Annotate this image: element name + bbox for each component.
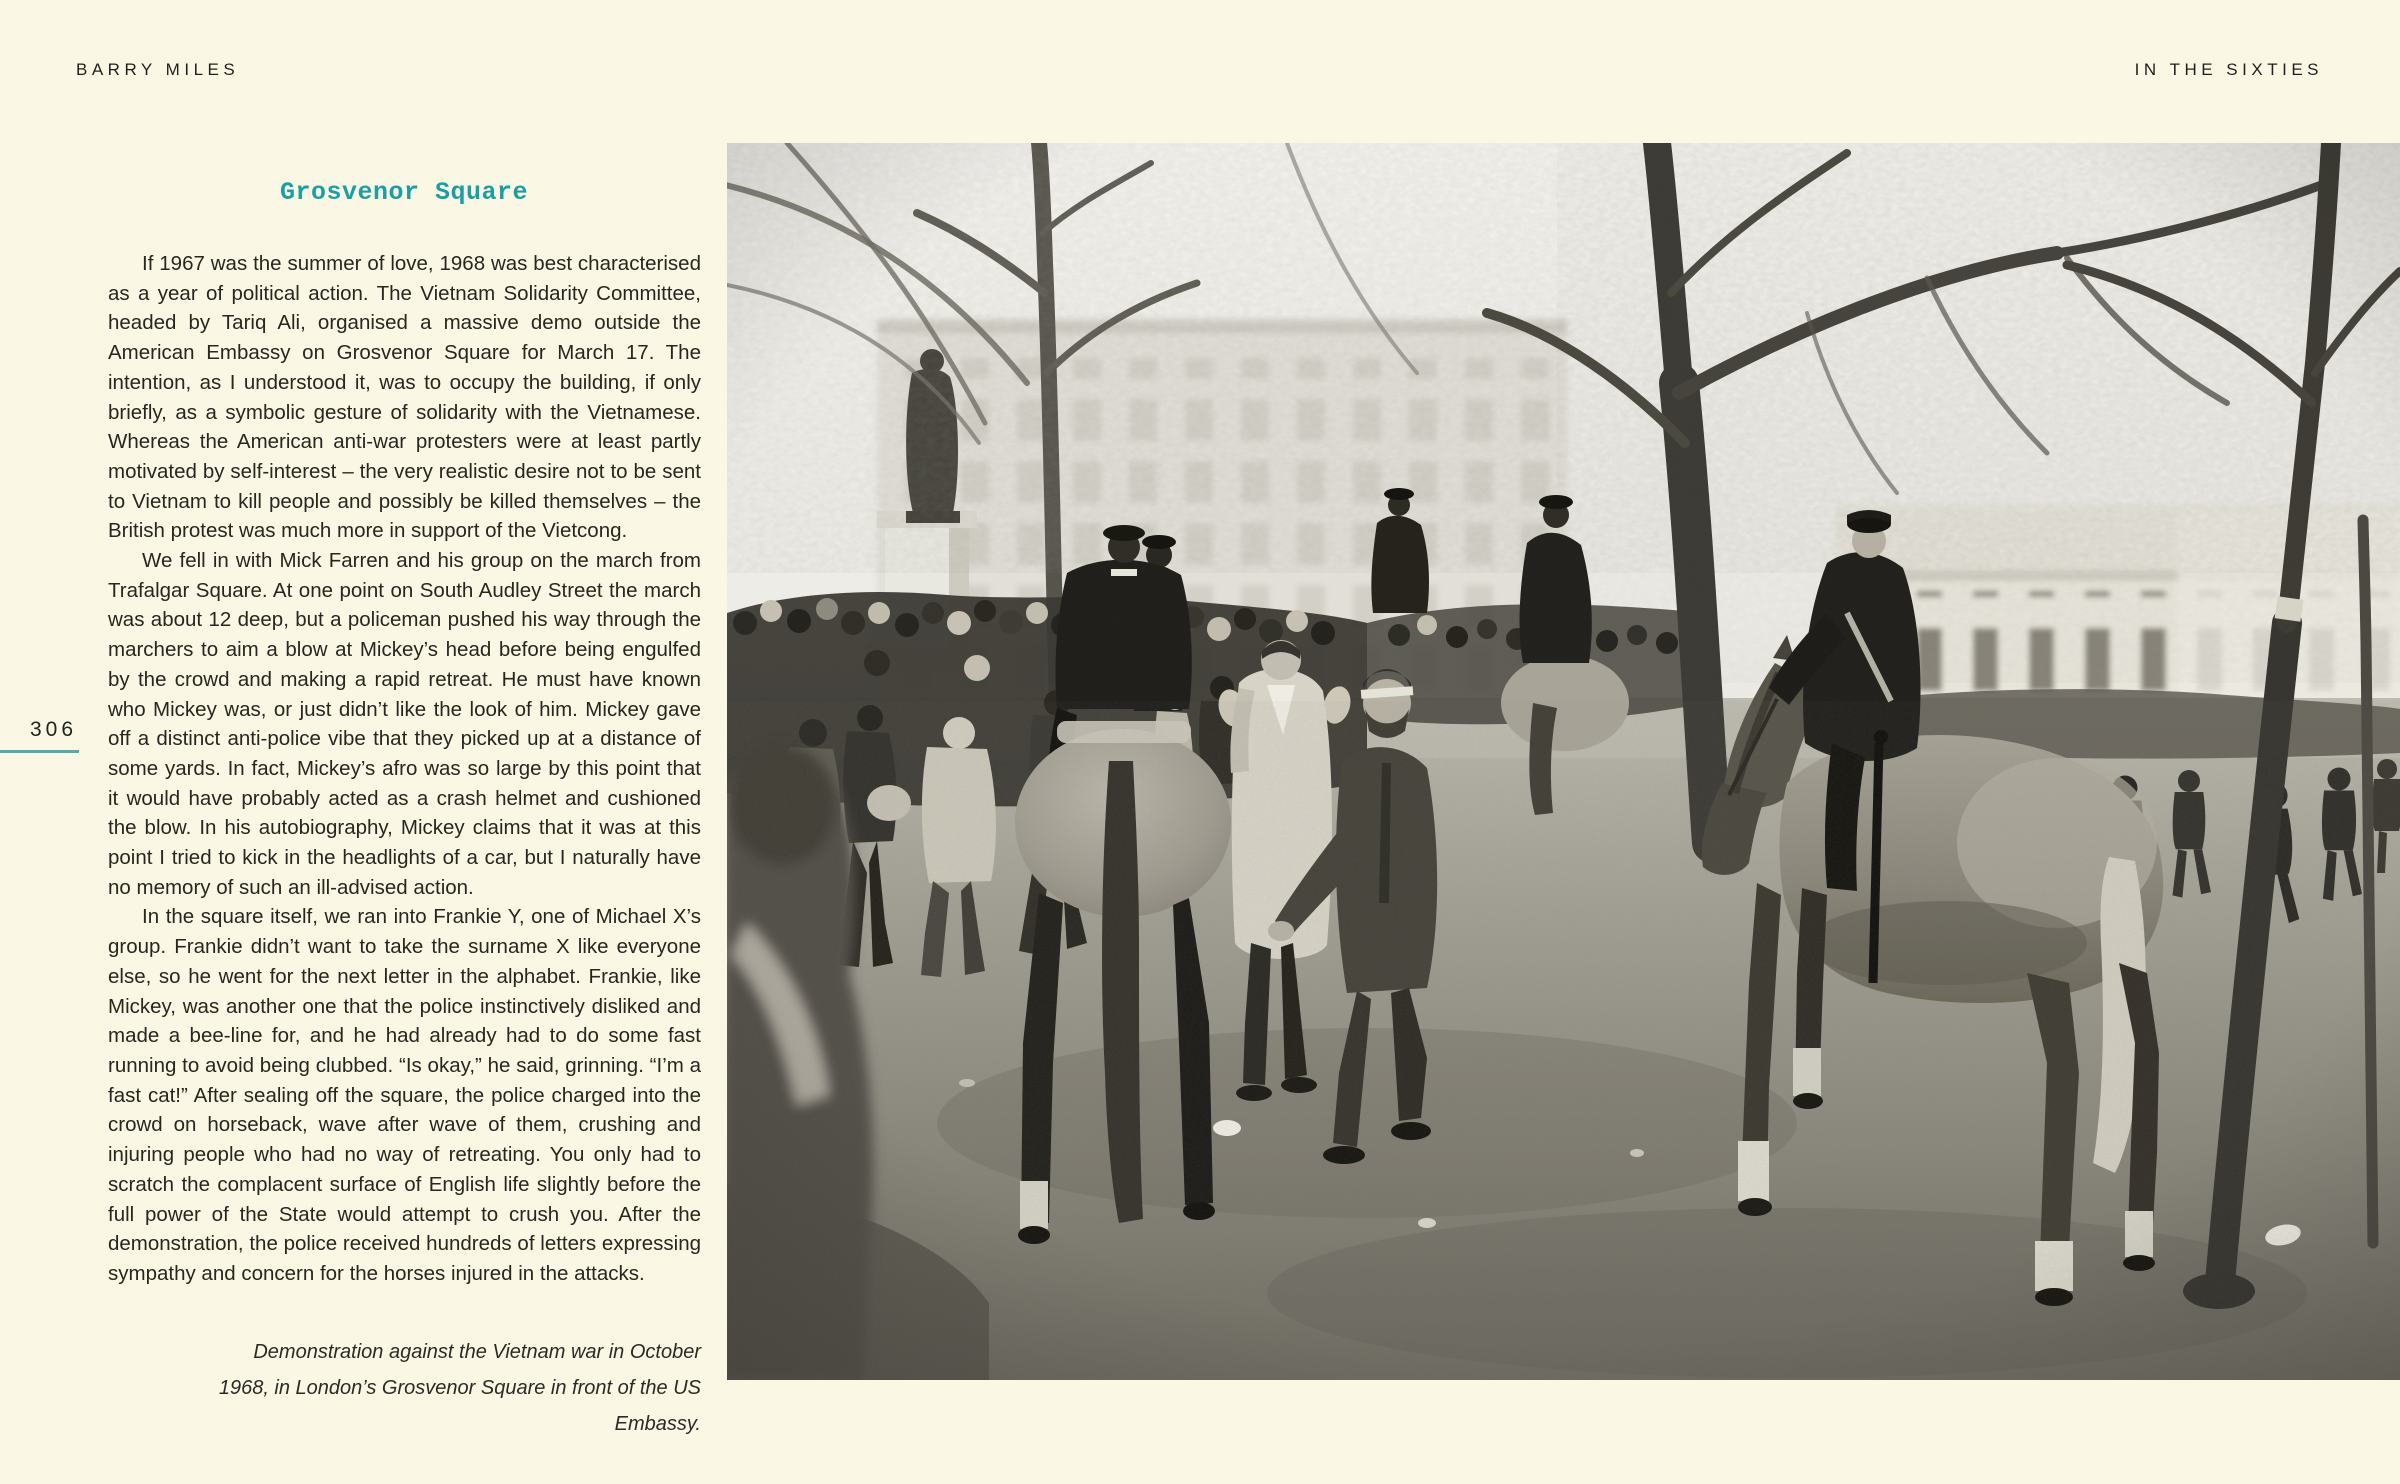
page-number: 306 xyxy=(30,718,78,741)
paragraph: In the square itself, we ran into Frankie Y, one of Michael X’s group. Frankie didn’t want to take the surname X like everyone else, so he went for the next letter in the alphabet. Frankie, like Mickey, was another one that the police instinctively disliked and made a bee-line for, and he had already had to do some fast running to avoid being clubbed. “Is okay,” he said, grinning. “I’m a fast cat!” After sealing off the square, the police charged into the crowd on horseback, wave after wave of them, crushing and injuring people who had no way of retreating. You only had to scratch the complacent surface of English life slightly before the full power of the State would attempt to crush you. After the demonstration, the police received hundreds of letters expressing sympathy and concern for the horses injured in the attacks. xyxy=(108,905,701,1285)
photo-illustration xyxy=(727,143,2400,1380)
section-heading: Grosvenor Square xyxy=(279,178,529,207)
paragraph: We fell in with Mick Farren and his group on the march from Trafalgar Square. At one point on South Audley Street the march was about 12 deep, but a policeman pushed his way through the marchers to aim a blow at Mickey’s head before being engulfed by the crowd and making a rapid retreat. He must have known who Mickey was, or just didn’t like the look of him. Mickey gave off a distinct anti-police vibe that they picked up at a distance of some yards. In fact, Mickey’s afro was so large by this point that it would have probably acted as a crash helmet and cushioned the blow. In his autobiography, Mickey claims that it was at this point I tried to kick in the headlights of a car, but I naturally have no memory of such an ill-advised action. xyxy=(108,549,701,899)
page-number-rule xyxy=(0,750,79,753)
article-text xyxy=(108,249,701,1289)
paragraph: If 1967 was the summer of love, 1968 was best characterised as a year of political action. The Vietnam Solidarity Committee, headed by Tariq Ali, organised a massive demo outside the American Embassy on Grosvenor Square for March 17. The intention, as I understood it, was to occupy the building, if only briefly, as a symbolic gesture of solidarity with the Vietnamese. Whereas the American anti-war protesters were at least partly motivated by self-interest – the very realistic desire not to be sent to Vietnam to kill people and possibly be killed themselves – the British protest was much more in support of the Vietcong. xyxy=(108,252,701,543)
running-head-title: IN THE SIXTIES xyxy=(2134,60,2323,79)
running-head-author: BARRY MILES xyxy=(76,60,240,79)
demonstration-photo xyxy=(727,143,2400,1380)
photo-caption: Demonstration against the Vietnam war in October 1968, in London’s Grosvenor Square in front of the US Embassy. xyxy=(218,1341,701,1435)
